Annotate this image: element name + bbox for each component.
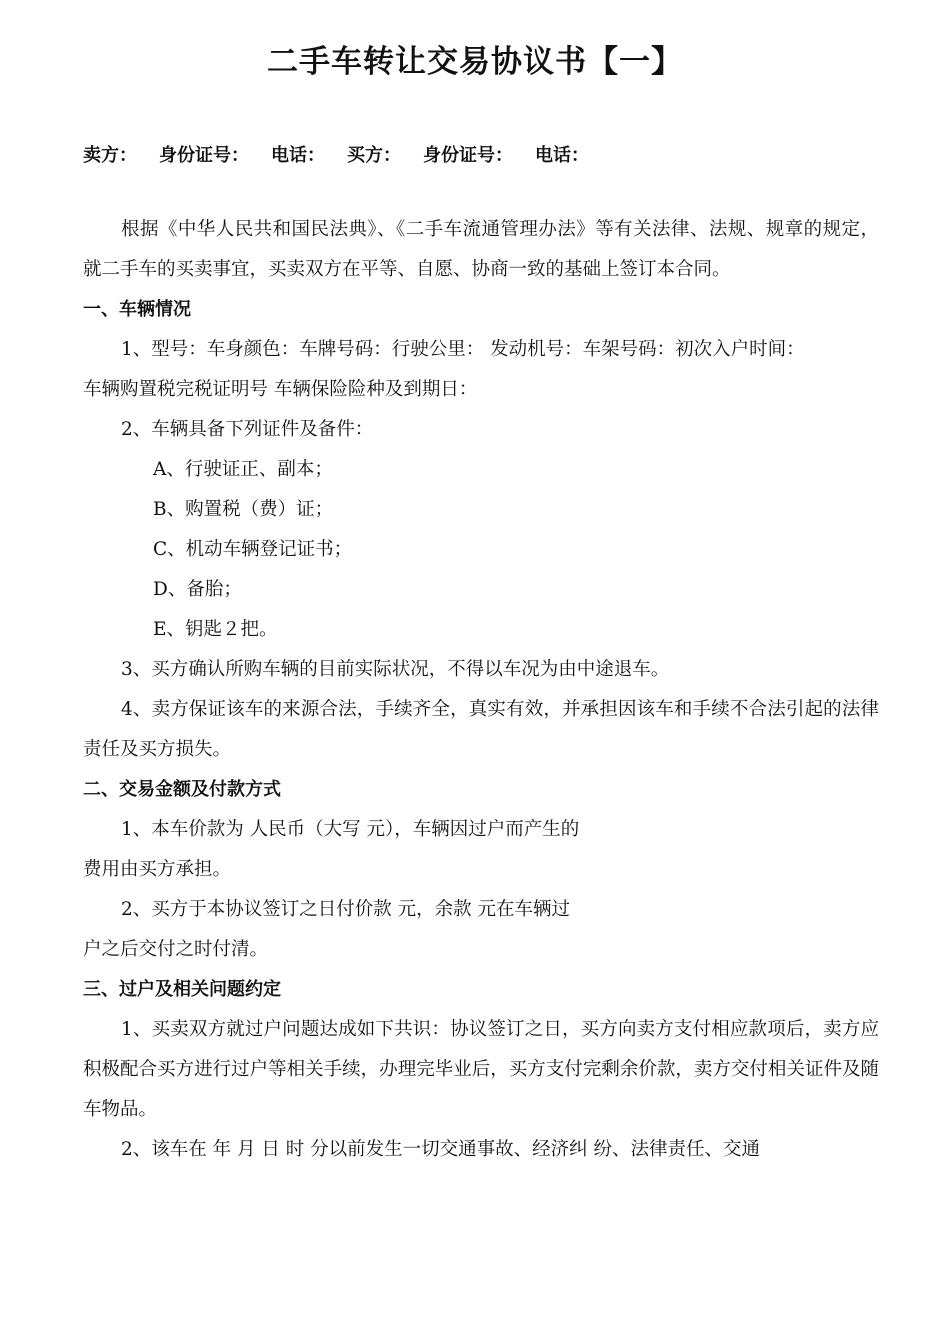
section-1-para-3: 3、买方确认所购车辆的目前实际状况，不得以车况为由中途退车。 (121, 659, 670, 680)
document-item-d: D、备胎； (153, 579, 242, 600)
section-3-heading: 三、过户及相关问题约定 (83, 979, 281, 1000)
section-1-para-1: 1、型号：车身颜色：车牌号码：行驶公里： 发动机号：车架号码：初次入户时间： (121, 339, 805, 360)
section-2-para-2b: 户之后交付之时付清。 (83, 939, 269, 960)
seller-label: 卖方： (83, 145, 137, 166)
document-item-a: A、行驶证正、副本； (153, 459, 333, 480)
document-body (83, 210, 879, 1170)
seller-id-label: 身份证号： (159, 145, 249, 166)
party-info-line (83, 142, 611, 170)
section-2-para-2: 2、买方于本协议签订之日付价款 元，余款 元在车辆过 (121, 899, 571, 920)
intro-paragraph: 根据《中华人民共和国民法典》、《二手车流通管理办法》等有关法律、法规、规章的规定，就二手车的买卖事宜，买卖双方在平等、自愿、协商一致的基础上签订本合同。 (83, 219, 879, 280)
buyer-phone-label: 电话： (535, 145, 589, 166)
document-item-e: E、钥匙２把。 (153, 619, 278, 640)
document-item-b: B、购置税（费）证； (153, 499, 334, 520)
section-3-para-2: 2、该车在 年 月 日 时 分以前发生一切交通事故、经济纠 纷、法律责任、交通 (121, 1139, 761, 1160)
buyer-id-label: 身份证号： (423, 145, 513, 166)
section-3-para-1: 1、买卖双方就过户问题达成如下共识：协议签订之日，买方向卖方支付相应款项后，卖方应积极配合买方进行过户等相关手续，办理完毕业后，买方支付完剩余价款，卖方交付相关证件及随车物品。 (83, 1019, 879, 1120)
section-2-para-1: 1、本车价款为 人民币（大写 元），车辆因过户而产生的 (121, 819, 580, 840)
section-1-para-4: 4、卖方保证该车的来源合法，手续齐全，真实有效，并承担因该车和手续不合法引起的法律责任及买方损失。 (83, 699, 879, 760)
seller-phone-label: 电话： (271, 145, 325, 166)
section-1-heading: 一、车辆情况 (83, 299, 191, 320)
document-item-c: C、机动车辆登记证书； (153, 539, 353, 560)
section-2-para-1b: 费用由买方承担。 (83, 859, 232, 880)
section-2-heading: 二、交易金额及付款方式 (83, 779, 281, 800)
buyer-label: 买方： (347, 145, 401, 166)
section-1-para-1b: 车辆购置税完税证明号 车辆保险险种及到期日： (83, 379, 478, 400)
document-title: 二手车转让交易协议书【一】 (267, 44, 683, 80)
section-1-para-2: 2、车辆具备下列证件及备件： (121, 419, 374, 440)
